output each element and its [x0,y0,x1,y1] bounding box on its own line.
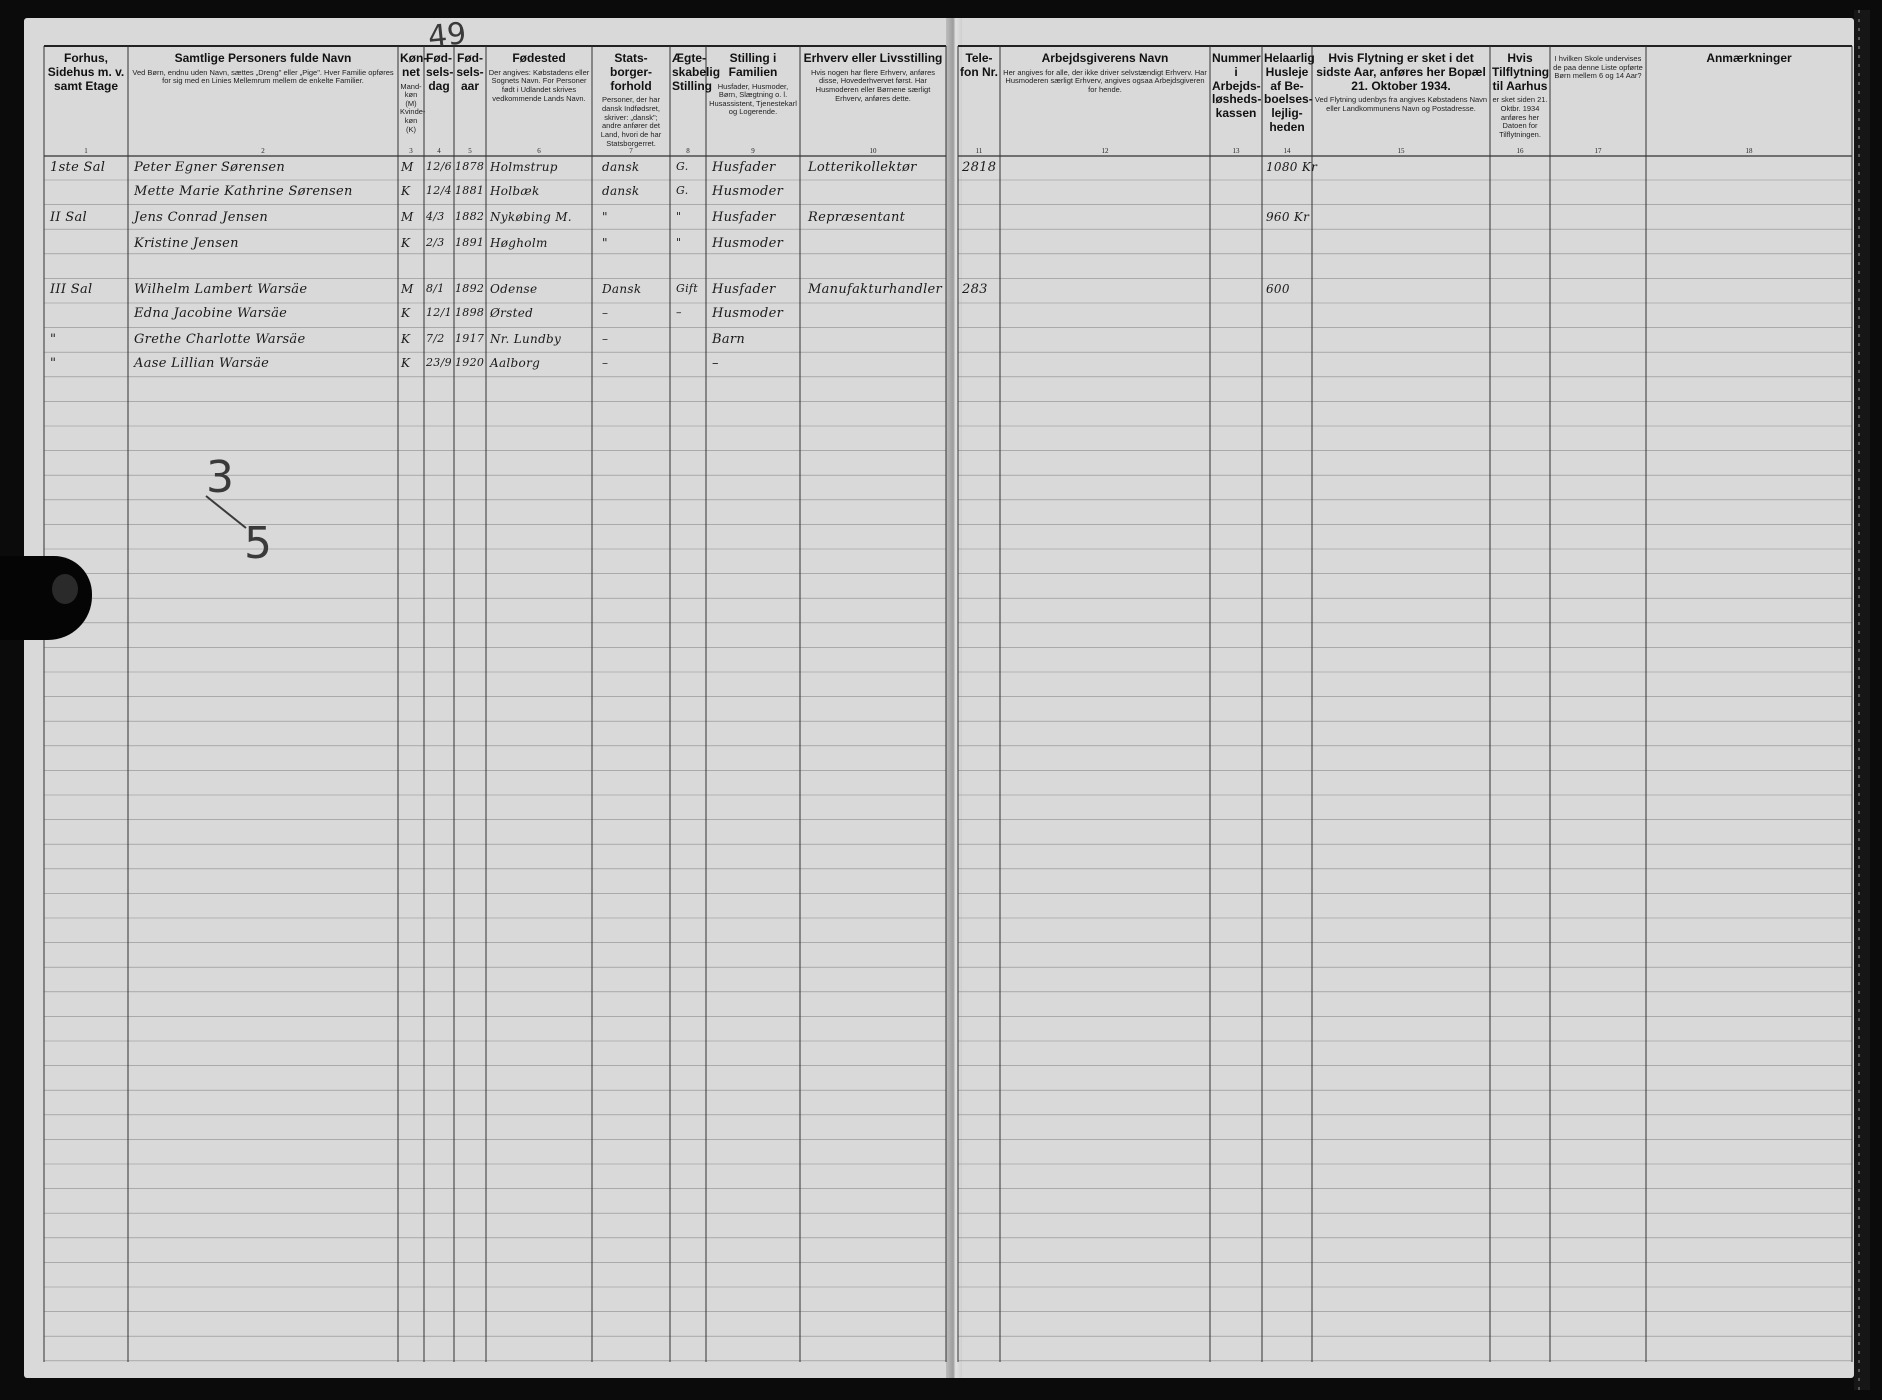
cell-telefon: 283 [962,282,988,297]
cell-stat: " [602,210,608,224]
cell-stat: – [602,356,609,370]
header-c6 [488,52,590,140]
cell-fodested: Høgholm [490,236,548,250]
cell-leje: 1080 Kr [1266,160,1318,174]
cell-etage: III Sal [50,282,93,297]
cell-aegt: " [676,236,682,249]
cell-stilling: Husfader [712,160,776,175]
fraction-slash [200,490,260,540]
cell-aar: 1878 [455,160,485,173]
header-c15 [1314,52,1488,140]
cell-kon: K [401,306,411,320]
header-subtitle: Mand-køn (M) Kvinde-køn (K) [400,81,426,134]
column-number: 16 [1516,147,1524,155]
header-c17 [1552,52,1644,140]
cell-aegt: G. [676,160,689,173]
header-c11 [960,52,998,140]
cell-kon: M [401,210,414,224]
column-number: 6 [537,147,541,155]
cell-fodested: Holbæk [490,184,540,198]
header-title: Fød-sels-dag [426,51,454,93]
cell-aegt: G. [676,184,689,197]
pencil-fraction-top: 3 [206,452,234,503]
header-title: Ægte-skabelig Stilling [672,51,721,93]
cell-name: Aase Lillian Warsäe [134,356,270,371]
header-title: Samtlige Personers fulde Navn [174,51,352,65]
header-subtitle: Der angives: Købstadens eller Sognets Navn. For Personer født i Udlandet skrives vedkommende Lands Navn. [488,67,590,103]
cell-dag: 23/9 [426,356,452,369]
cell-stilling: Husmoder [712,184,784,199]
cell-fodested: Odense [490,282,538,296]
header-title: Anmærkninger [1706,51,1792,65]
header-subtitle: Husfader, Husmoder, Børn, Slægtning o. l. Husassistent, Tjenestekarl og Logerende. [709,81,797,117]
header-c5 [456,52,484,140]
cell-aar: 1882 [455,210,485,223]
cell-stilling: Barn [712,332,746,347]
header-subtitle: Her angives for alle, der ikke driver selvstændigt Erhverv. Har Husmoderen særligt Erhverv, angives ogsaa Arbejdsgiveren for hende. [1003,67,1207,95]
cell-leje: 960 Kr [1266,210,1310,224]
header-subtitle: I hvilken Skole undervises de paa denne Liste opførte Børn mellem 6 og 14 Aar? [1553,54,1643,81]
cell-kon: M [401,160,414,174]
cell-name: Wilhelm Lambert Warsäe [134,282,308,297]
column-number: 17 [1594,147,1602,155]
header-title: Tele-fon Nr. [960,51,998,79]
header-c10 [802,52,944,140]
cell-stilling: – [712,356,719,371]
cell-name: Edna Jacobine Warsäe [134,306,288,321]
cell-dag: 12/1 [426,306,452,319]
cell-name: Peter Egner Sørensen [134,160,286,175]
cell-erhverv: Repræsentant [808,210,906,225]
cell-dag: 4/3 [426,210,445,223]
header-c13 [1212,52,1260,140]
header-c18 [1648,52,1850,140]
column-number: 3 [409,147,413,155]
header-title: Fødested [512,51,566,65]
header-c2 [130,52,396,140]
header-subtitle: Ved Børn, endnu uden Navn, sættes „Dreng" eller „Pige". Hver Familie opføres for sig med en Linies Mellemrum mellem de enkelte Familier. [132,67,394,86]
cell-aar: 1898 [455,306,485,319]
header-subtitle: er sket siden 21. Oktbr. 1934 anføres her Datoen for Tilflytningen. [1492,95,1548,139]
header-c7 [594,51,668,148]
header-title: Nummer i Arbejds-løsheds-kassen [1212,51,1262,121]
column-number: 8 [686,147,690,155]
header-subtitle: Ved Flytning udenbys fra angives Købstadens Navn eller Landkommunens Navn og Postadresse. [1314,95,1488,114]
cell-kon: M [401,282,414,296]
cell-stat: dansk [602,184,640,198]
header-subtitle: Personer, der har dansk Indfødsret, skriver: „dansk"; andre anfører det Land, hvori de har Statsborgerret. [600,95,662,148]
column-number: 10 [869,147,877,155]
header-c16 [1492,52,1548,140]
header-c4 [426,52,452,140]
column-number: 7 [629,147,633,155]
header-title: Fød-sels-aar [456,51,484,93]
cell-dag: 7/2 [426,332,445,345]
cell-aegt: Gift [676,282,698,295]
column-number: 11 [975,147,983,155]
cell-fodested: Nr. Lundby [490,332,562,346]
cell-dag: 2/3 [426,236,445,249]
cell-aegt: " [676,210,682,223]
cell-fodested: Nykøbing M. [490,210,572,224]
cell-etage: 1ste Sal [50,160,106,175]
header-title: Arbejdsgiverens Navn [1041,51,1169,65]
header-title: Hvis Tilflytning til Aarhus [1492,51,1550,93]
header-c3 [400,51,428,140]
pencil-number: 49 [426,16,468,55]
cell-aar: 1892 [455,282,485,295]
cell-stat: – [602,306,609,320]
cell-kon: K [401,184,411,198]
cell-stat: Dansk [602,282,642,296]
column-number: 15 [1397,147,1405,155]
column-number: 9 [751,147,755,155]
cell-dag: 12/4 [426,184,452,197]
cell-etage: " [50,356,57,371]
cell-fodested: Holmstrup [490,160,558,174]
cell-erhverv: Lotterikollektør [808,160,917,175]
cell-leje: 600 [1266,282,1290,296]
header-subtitle: Hvis nogen har flere Erhverv, anføres disse, Hovederhvervet først. Har Husmoderen eller Børnene særligt Erhverv, anføres dette. [810,67,936,103]
column-number: 12 [1101,147,1109,155]
cell-stat: – [602,332,609,346]
header-title: Stats-borger-forhold [610,51,652,93]
cell-erhverv: Manufakturhandler [808,282,943,297]
cell-stilling: Husmoder [712,306,784,321]
column-number: 4 [437,147,441,155]
cell-name: Kristine Jensen [134,236,239,251]
header-c8 [672,51,721,140]
header-title: Køn-net [400,51,428,79]
cell-aar: 1917 [455,332,485,345]
cell-aar: 1891 [455,236,485,249]
column-number: 5 [468,147,472,155]
cell-kon: K [401,332,411,346]
cell-stat: " [602,236,608,250]
header-title: Stilling i Familien [728,51,778,79]
pencil-fraction-bottom: 5 [244,518,272,569]
header-c14 [1264,51,1315,140]
cell-fodested: Aalborg [490,356,541,370]
cell-aar: 1920 [455,356,485,369]
cell-name: Jens Conrad Jensen [134,210,269,225]
cell-fodested: Ørsted [490,306,534,320]
column-number: 13 [1232,147,1240,155]
cell-name: Grethe Charlotte Warsäe [134,332,306,347]
cell-name: Mette Marie Kathrine Sørensen [134,184,353,199]
cell-kon: K [401,356,411,370]
column-number: 14 [1283,147,1291,155]
cell-telefon: 2818 [962,160,997,175]
cell-aegt: – [676,306,682,319]
column-number: 2 [261,147,265,155]
column-number: 1 [84,147,88,155]
header-c9 [708,52,798,140]
header-c1 [46,52,126,140]
cell-stilling: Husfader [712,210,776,225]
cell-stilling: Husmoder [712,236,784,251]
cell-kon: K [401,236,411,250]
header-title: Forhus, Sidehus m. v. samt Etage [47,51,125,93]
header-title: Hvis Flytning er sket i det sidste Aar, anføres her Bopæl 21. Oktober 1934. [1316,51,1486,93]
cell-stilling: Husfader [712,282,776,297]
header-c12 [1002,52,1208,140]
header-title: Helaarlig Husleje af Be-boelses-lejlig-heden [1264,51,1315,134]
header-title: Erhverv eller Livsstilling [803,51,943,65]
cell-stat: dansk [602,160,640,174]
cell-aar: 1881 [455,184,485,197]
column-number: 18 [1745,147,1753,155]
cell-etage: II Sal [50,210,88,225]
cell-etage: " [50,332,57,347]
cell-dag: 8/1 [426,282,445,295]
binder-clip [0,556,92,640]
cell-dag: 12/6 [426,160,452,173]
